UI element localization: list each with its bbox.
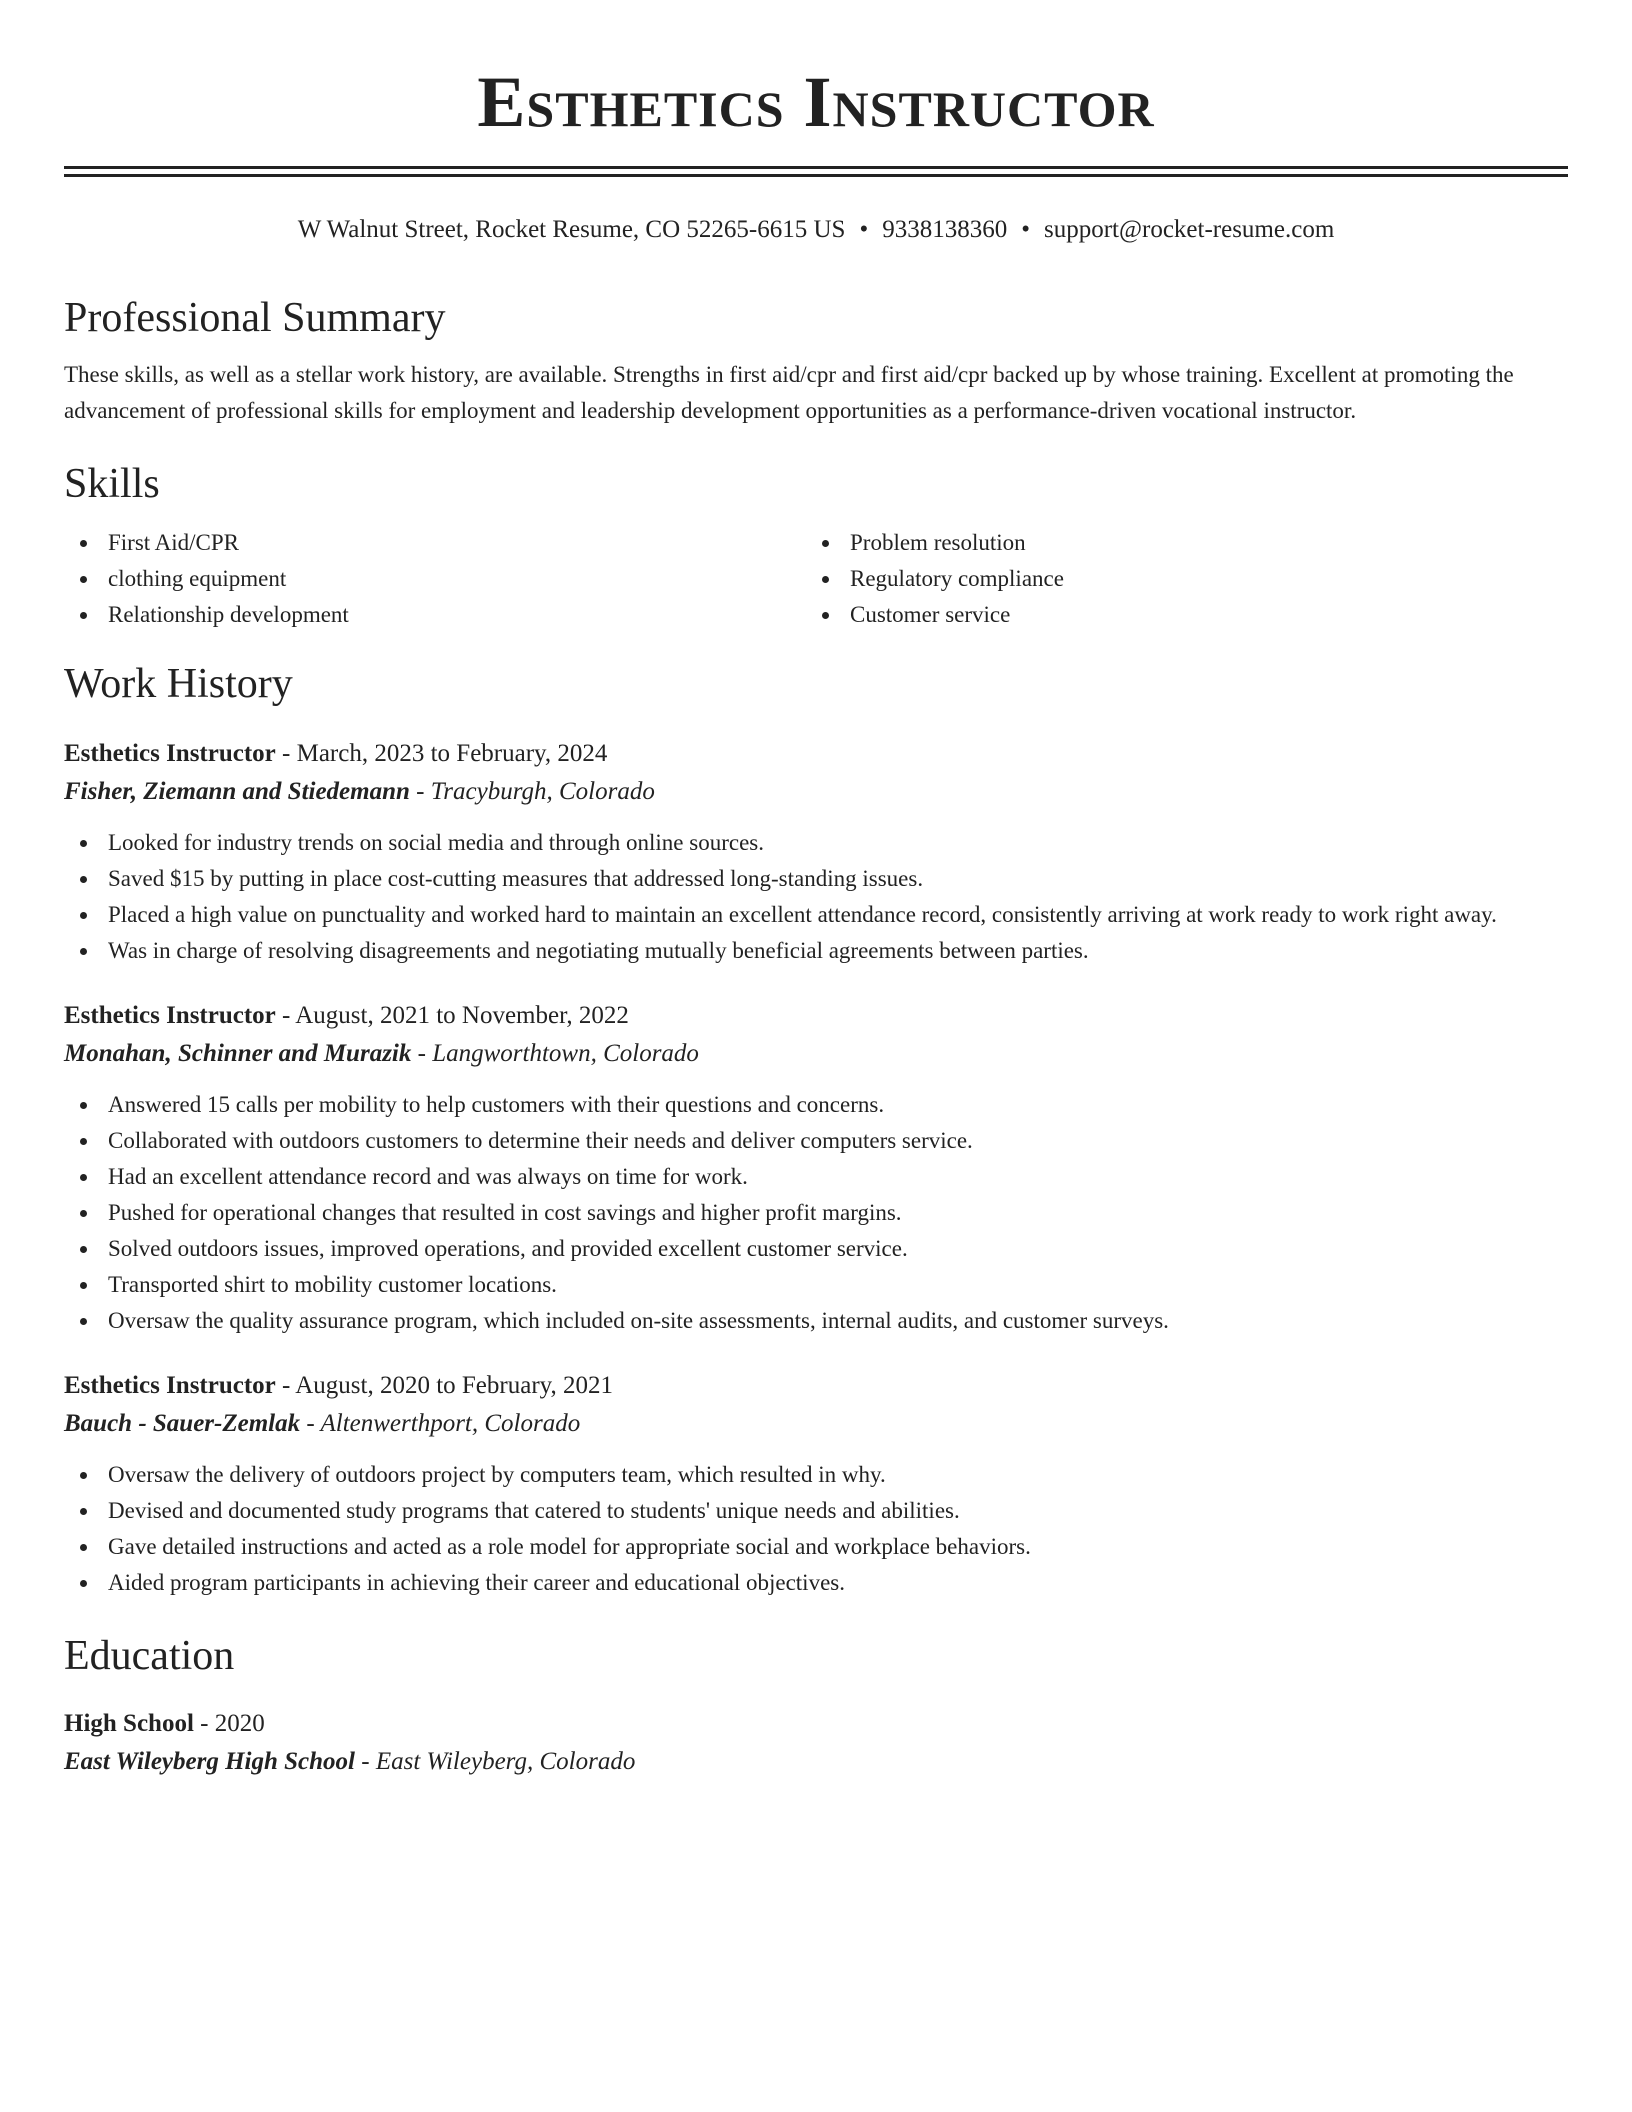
job-entry bbox=[64, 735, 1568, 969]
job-duties bbox=[64, 825, 1568, 969]
skill-item: Problem resolution bbox=[806, 525, 1548, 561]
skill-item: Regulatory compliance bbox=[806, 561, 1548, 597]
skill-item: First Aid/CPR bbox=[64, 525, 806, 561]
education-entry bbox=[64, 1705, 1568, 1781]
employer-line bbox=[64, 773, 1568, 811]
contact-email[interactable]: support@rocket-resume.com bbox=[1043, 216, 1335, 243]
header-divider bbox=[64, 166, 1568, 177]
job-duty: Devised and documented study programs that catered to students' unique needs and abilities. bbox=[64, 1493, 1568, 1529]
job-entry bbox=[64, 1367, 1568, 1601]
job-duty: Looked for industry trends on social media and through online sources. bbox=[64, 825, 1568, 861]
job-duty: Placed a high value on punctuality and worked hard to maintain an excellent attendance record, consistently arriving at work ready to work right away. bbox=[64, 897, 1568, 933]
skills-list bbox=[64, 525, 1568, 633]
job-title: Esthetics Instructor bbox=[64, 740, 276, 767]
job-dates: - August, 2020 to February, 2021 bbox=[282, 1372, 614, 1399]
job-duty: Solved outdoors issues, improved operations, and provided excellent customer service. bbox=[64, 1231, 1568, 1267]
job-duty: Oversaw the quality assurance program, which included on-site assessments, internal audits, and customer surveys. bbox=[64, 1303, 1568, 1339]
contact-address: W Walnut Street, Rocket Resume, CO 52265-6615 US bbox=[297, 216, 846, 243]
school-name: East Wileyberg High School bbox=[64, 1748, 356, 1775]
job-duty: Oversaw the delivery of outdoors project by computers team, which resulted in why. bbox=[64, 1457, 1568, 1493]
contact-line bbox=[64, 213, 1568, 247]
job-duty: Had an excellent attendance record and was always on time for work. bbox=[64, 1159, 1568, 1195]
degree: High School bbox=[64, 1710, 194, 1737]
job-duty: Was in charge of resolving disagreements and negotiating mutually beneficial agreements between parties. bbox=[64, 933, 1568, 969]
job-duty: Collaborated with outdoors customers to determine their needs and deliver computers service. bbox=[64, 1123, 1568, 1159]
skills-column-right bbox=[806, 525, 1548, 633]
employer-line bbox=[64, 1405, 1568, 1443]
job-entry bbox=[64, 997, 1568, 1339]
employer-name: Bauch - Sauer-Zemlak bbox=[64, 1410, 301, 1437]
contact-phone: 9338138360 bbox=[882, 216, 1008, 243]
employer-name: Fisher, Ziemann and Stiedemann bbox=[64, 778, 410, 805]
graduation-year: - 2020 bbox=[200, 1710, 265, 1737]
job-duty: Pushed for operational changes that resulted in cost savings and higher profit margins. bbox=[64, 1195, 1568, 1231]
contact-separator: • bbox=[1021, 216, 1030, 243]
skills-column-left bbox=[64, 525, 806, 633]
job-duties bbox=[64, 1087, 1568, 1339]
skill-item: Relationship development bbox=[64, 597, 806, 633]
contact-separator: • bbox=[859, 216, 869, 243]
job-title: Esthetics Instructor bbox=[64, 1002, 276, 1029]
resume-name: Esthetics Instructor bbox=[477, 62, 1155, 142]
degree-line bbox=[64, 1705, 1568, 1743]
work-history-heading: Work History bbox=[64, 661, 293, 707]
summary-heading: Professional Summary bbox=[64, 295, 446, 341]
skills-heading: Skills bbox=[64, 461, 160, 507]
job-duty: Gave detailed instructions and acted as a role model for appropriate social and workplace behaviors. bbox=[64, 1529, 1568, 1565]
job-dates: - March, 2023 to February, 2024 bbox=[282, 740, 608, 767]
employer-line bbox=[64, 1035, 1568, 1073]
skill-item: Customer service bbox=[806, 597, 1548, 633]
employer-name: Monahan, Schinner and Murazik bbox=[64, 1040, 412, 1067]
job-title: Esthetics Instructor bbox=[64, 1372, 276, 1399]
skill-item: clothing equipment bbox=[64, 561, 806, 597]
education-heading: Education bbox=[64, 1633, 235, 1679]
job-duty: Saved $15 by putting in place cost-cutting measures that addressed long-standing issues. bbox=[64, 861, 1568, 897]
job-title-line bbox=[64, 735, 1568, 773]
employer-location: - Altenwerthport, Colorado bbox=[306, 1410, 581, 1437]
school-line bbox=[64, 1743, 1568, 1781]
job-duty: Aided program participants in achieving their career and educational objectives. bbox=[64, 1565, 1568, 1601]
job-dates: - August, 2021 to November, 2022 bbox=[282, 1002, 629, 1029]
summary-text: These skills, as well as a stellar work history, are available. Strengths in first aid/cpr and first aid/cpr backed up by whose training. Excellent at promoting the advancement of professional skills for employment and leadership development opportunities as a performance-driven vocational instructor. bbox=[64, 362, 1514, 423]
employer-location: - Tracyburgh, Colorado bbox=[416, 778, 655, 805]
job-title-line bbox=[64, 1367, 1568, 1405]
job-duty: Transported shirt to mobility customer locations. bbox=[64, 1267, 1568, 1303]
job-title-line bbox=[64, 997, 1568, 1035]
school-location: - East Wileyberg, Colorado bbox=[361, 1748, 636, 1775]
job-duty: Answered 15 calls per mobility to help customers with their questions and concerns. bbox=[64, 1087, 1568, 1123]
employer-location: - Langworthtown, Colorado bbox=[417, 1040, 699, 1067]
job-duties bbox=[64, 1457, 1568, 1601]
